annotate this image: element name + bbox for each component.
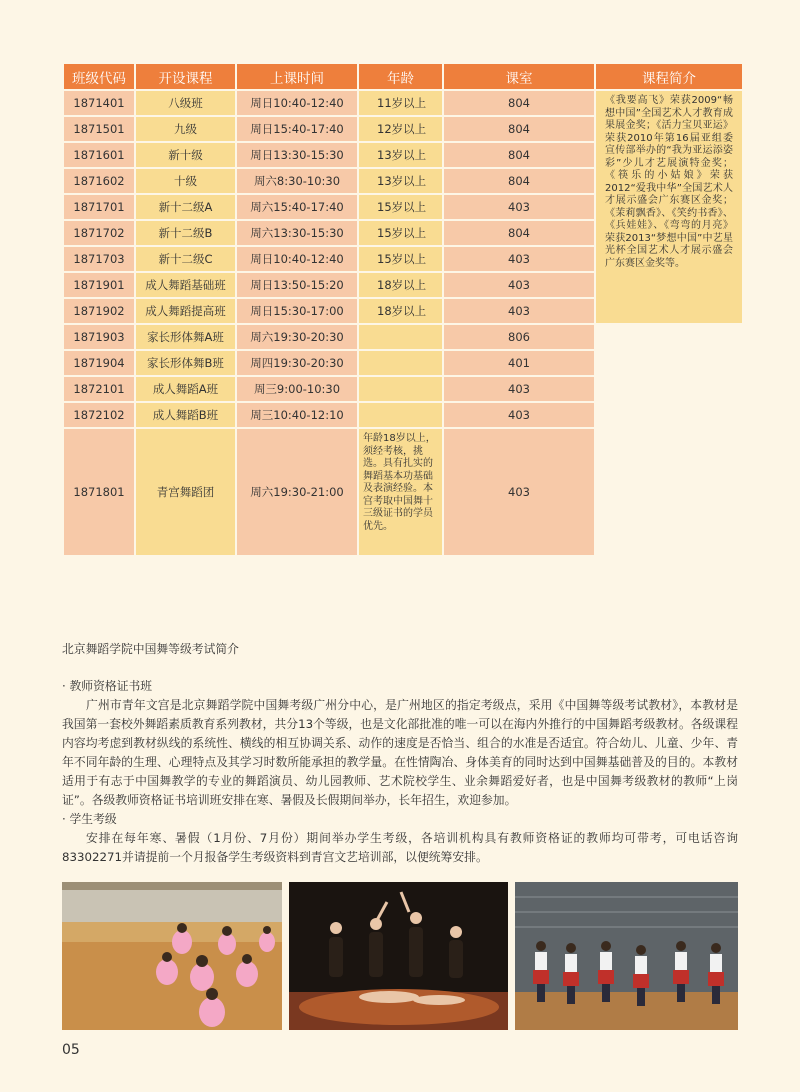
cell-time: 周日13:50-15:20 [237,273,357,297]
cell-age: 15岁以上 [359,247,442,271]
cell-age: 15岁以上 [359,195,442,219]
cell-age: 13岁以上 [359,169,442,193]
cell-course: 成人舞蹈基础班 [136,273,235,297]
cell-room: 804 [444,169,594,193]
cell-code: 1871702 [64,221,134,245]
cell-time: 周日10:40-12:40 [237,247,357,271]
cell-room: 804 [444,143,594,167]
photo-stage-ballet [289,882,508,1030]
cell-code: 1871703 [64,247,134,271]
table-row [64,325,742,349]
cell-course: 九级 [136,117,235,141]
cell-code: 1872101 [64,377,134,401]
table-row [64,429,742,555]
cell-time: 周三9:00-10:30 [237,377,357,401]
cell-room: 403 [444,403,594,427]
cell-course: 家长形体舞A班 [136,325,235,349]
cell-room: 403 [444,247,594,271]
blank-cell [596,351,742,375]
cell-age-requirement: 年龄18岁以上，须经考核，挑选。具有扎实的舞蹈基本功基础及表演经验。本宫考取中国舞十三级证书的学员优先。 [359,429,442,555]
exam-intro-section [62,640,738,867]
header-time: 上课时间 [237,64,357,89]
cell-course: 成人舞蹈A班 [136,377,235,401]
cell-room: 403 [444,429,594,555]
cell-age [359,403,442,427]
cell-room: 804 [444,91,594,115]
blank-cell [596,377,742,401]
course-schedule-table [62,62,744,557]
cell-time: 周六19:30-20:30 [237,325,357,349]
cell-time: 周六13:30-15:30 [237,221,357,245]
course-intro: 《我要高飞》荣获2009“畅想中国”全国艺术人才教育成果展金奖；《活力宝贝亚运》荣获2010年第16届亚组委宣传部举办的“我为亚运添姿彩”少儿才艺展演特金奖；《筷乐的小姑娘》荣获2012“爱我中华”全国艺术人才展示盛会广东赛区金奖；《茉莉飘香》、《笑约书香》、《兵娃娃》、《弯弯的月亮》荣获2013“梦想中国”中艺星光杯全国艺术人才展示盛会广东赛区金奖等。 [596,91,742,323]
blank-cell [596,429,742,555]
cell-course: 家长形体舞B班 [136,351,235,375]
cell-age [359,325,442,349]
student-exam-text: 安排在每年寒、暑假（1月份、7月份）期间举办学生考级，各培训机构具有教师资格证的教师均可带考，可电话咨询83302271并请提前一个月报备学生考级资料到青宫文艺培训部，以便统筹安排。 [62,831,738,864]
cell-age [359,351,442,375]
table-row [64,351,742,375]
teacher-cert-heading: · 教师资格证书班 [62,679,153,693]
cell-code: 1871902 [64,299,134,323]
cell-age: 18岁以上 [359,299,442,323]
cell-time: 周日13:30-15:30 [237,143,357,167]
cell-code: 1872102 [64,403,134,427]
cell-room: 804 [444,117,594,141]
cell-code: 1871501 [64,117,134,141]
cell-room: 403 [444,273,594,297]
page-number: 05 [62,1042,80,1058]
header-course: 开设课程 [136,64,235,89]
cell-code: 1871903 [64,325,134,349]
cell-course: 成人舞蹈提高班 [136,299,235,323]
table-row [64,403,742,427]
cell-time: 周日15:40-17:40 [237,117,357,141]
cell-course: 新十二级B [136,221,235,245]
cell-code: 1871701 [64,195,134,219]
teacher-cert-text: 广州市青年文宫是北京舞蹈学院中国舞考级广州分中心，是广州地区的指定考级点，采用《中国舞等级考试教材》，本教材是我国第一套校外舞蹈素质教育系列教材，共分13个等级，也是文化部批准的唯一可以在海内外推行的中国舞蹈考级教材。各级课程内容均考虑到教材纵线的系统性、横线的相互协调关系、动作的速度是否恰当、组合的水准是否适宜。符合幼儿、儿童、少年、青年不同年龄的生理、心理特点及其学习时数所能承担的教学量。在性情陶冶、身体美育的同时达到中国舞基础普及的目的。本教材适用于有志于中国舞教学的专业的舞蹈演员、幼儿园教师、艺术院校学生、业余舞蹈爱好者，也是中国舞考级教材的教师“上岗证”。各级教师资格证书培训班安排在寒、暑假及长假期间举办，长年招生，欢迎参加。 [62,698,738,807]
student-exam-heading: · 学生考级 [62,812,117,826]
table-header-row [64,64,742,89]
header-class-code: 班级代码 [64,64,134,89]
photo-children-dance-class [62,882,282,1030]
cell-time: 周日15:30-17:00 [237,299,357,323]
cell-age: 15岁以上 [359,221,442,245]
cell-code: 1871904 [64,351,134,375]
header-room: 课室 [444,64,594,89]
cell-age: 13岁以上 [359,143,442,167]
cell-course: 新十二级A [136,195,235,219]
blank-cell [596,325,742,349]
cell-course: 新十二级C [136,247,235,271]
cell-age: 12岁以上 [359,117,442,141]
cell-course: 青宫舞蹈团 [136,429,235,555]
cell-age [359,377,442,401]
table-row [64,377,742,401]
cell-time: 周日10:40-12:40 [237,91,357,115]
cell-code: 1871401 [64,91,134,115]
cell-room: 401 [444,351,594,375]
cell-room: 403 [444,377,594,401]
cell-room: 804 [444,221,594,245]
header-age: 年龄 [359,64,442,89]
cell-age: 18岁以上 [359,273,442,297]
cell-room: 403 [444,195,594,219]
cell-room: 403 [444,299,594,323]
cell-code: 1871901 [64,273,134,297]
cell-course: 成人舞蹈B班 [136,403,235,427]
cell-course: 八级班 [136,91,235,115]
header-intro: 课程简介 [596,64,742,89]
cell-course: 十级 [136,169,235,193]
cell-time: 周四19:30-20:30 [237,351,357,375]
cell-room: 806 [444,325,594,349]
table-row [64,91,742,115]
section-title: 北京舞蹈学院中国舞等级考试简介 [62,642,239,656]
cell-code: 1871801 [64,429,134,555]
cell-code: 1871601 [64,143,134,167]
cell-age: 11岁以上 [359,91,442,115]
cell-time: 周三10:40-12:10 [237,403,357,427]
photo-folk-dance-hall [515,882,738,1030]
cell-time: 周六19:30-21:00 [237,429,357,555]
cell-time: 周六8:30-10:30 [237,169,357,193]
cell-code: 1871602 [64,169,134,193]
blank-cell [596,403,742,427]
cell-time: 周六15:40-17:40 [237,195,357,219]
cell-course: 新十级 [136,143,235,167]
